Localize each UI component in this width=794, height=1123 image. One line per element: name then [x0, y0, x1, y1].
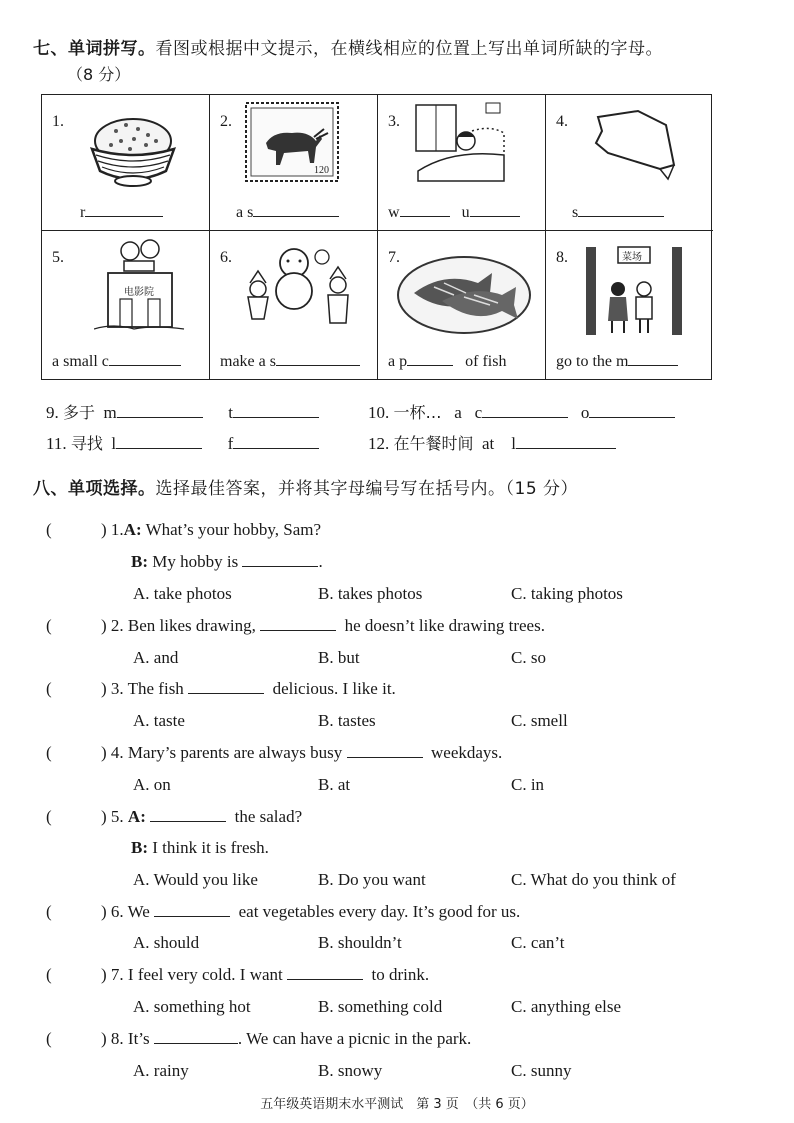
answer-blank[interactable] [276, 351, 360, 366]
option-a: A. rainy [133, 1061, 189, 1080]
picture-cell-2: 2. 120 a s [210, 95, 378, 231]
option-b: B. shouldn’t [318, 933, 402, 952]
word-item-12: 12. 在午餐时间 at l [368, 431, 616, 454]
picture-cell-1: 1. r [42, 95, 210, 231]
option-c: C. What do you think of [511, 870, 676, 889]
answer-blank[interactable] [347, 743, 423, 758]
question-1-reply: B: My hobby is . [131, 552, 323, 571]
word-item-9: 9. 多于 m t [46, 400, 319, 423]
answer-blank[interactable] [116, 434, 202, 449]
answer-blank[interactable] [287, 965, 363, 980]
option-b: B. tastes [318, 711, 376, 730]
option-c: C. taking photos [511, 584, 623, 603]
rice-bowl-icon [86, 105, 180, 191]
option-c: C. in [511, 775, 545, 794]
answer-blank[interactable] [589, 403, 675, 418]
page-footer: 五年级英语期末水平测试 第 3 页 （共 6 页） [260, 1097, 534, 1112]
word-item-11: 11. 寻找 l f [46, 431, 319, 454]
answer-blank[interactable] [109, 351, 181, 366]
word-item-10: 10. 一杯… a c o [368, 400, 675, 423]
answer-blank[interactable] [85, 202, 163, 217]
answer-blank[interactable] [242, 552, 318, 567]
option-c: C. anything else [511, 997, 622, 1016]
section-7-score: （8 分） [67, 65, 131, 84]
answer-blank[interactable] [407, 351, 453, 366]
option-b: B. Do you want [318, 870, 426, 889]
option-a: A. take photos [133, 584, 232, 603]
option-a: A. something hot [133, 997, 251, 1016]
ox-stamp-icon [244, 101, 340, 183]
option-c: C. so [511, 648, 546, 667]
answer-blank[interactable] [400, 202, 450, 217]
question-5-reply: B: I think it is fresh. [131, 838, 269, 857]
picture-cell-7: 7. a p of fish [378, 231, 546, 379]
section-7-title: 七、单词拼写。看图或根据中文提示，在横线相应的位置上写出单词所缺的字母。 [33, 39, 663, 59]
picture-cell-8: 8. 菜场 go to the m [546, 231, 713, 379]
option-b: B. snowy [318, 1061, 383, 1080]
answer-blank[interactable] [260, 616, 336, 631]
option-c: C. smell [511, 711, 568, 730]
section-8-title: 八、单项选择。选择最佳答案，并将其字母编号写在括号内。（15 分） [33, 479, 579, 499]
option-a: A. on [133, 775, 171, 794]
option-b: B. but [318, 648, 360, 667]
option-b: B. something cold [318, 997, 443, 1016]
answer-blank[interactable] [578, 202, 664, 217]
picture-grid [41, 94, 712, 380]
wake-up-icon [412, 101, 508, 185]
answer-blank[interactable] [154, 1029, 238, 1044]
option-c: C. can’t [511, 933, 565, 952]
picture-cell-4: 4. s [546, 95, 713, 231]
picture-cell-5: 5. 电影院 a small c [42, 231, 210, 379]
picture-cell-3: 3. w u [378, 95, 546, 231]
answer-blank[interactable] [117, 403, 203, 418]
option-a: A. Would you like [133, 870, 258, 889]
snowman-icon [234, 245, 364, 331]
answer-blank[interactable] [470, 202, 520, 217]
picture-cell-6: 6. make a s [210, 231, 378, 379]
answer-blank[interactable] [516, 434, 616, 449]
answer-blank[interactable] [150, 807, 226, 822]
answer-blank[interactable] [154, 902, 230, 917]
paper-sheet-icon [588, 107, 684, 183]
option-a: A. should [133, 933, 200, 952]
option-b: B. at [318, 775, 351, 794]
option-a: A. and [133, 648, 179, 667]
svg-text:120: 120 [314, 165, 329, 176]
answer-blank[interactable] [233, 403, 319, 418]
answer-blank[interactable] [233, 434, 319, 449]
option-c: C. sunny [511, 1061, 572, 1080]
answer-blank[interactable] [482, 403, 568, 418]
fish-plate-icon [394, 253, 534, 337]
option-b: B. takes photos [318, 584, 423, 603]
answer-blank[interactable] [628, 351, 678, 366]
answer-blank[interactable] [253, 202, 339, 217]
answer-blank[interactable] [188, 679, 264, 694]
option-a: A. taste [133, 711, 185, 730]
